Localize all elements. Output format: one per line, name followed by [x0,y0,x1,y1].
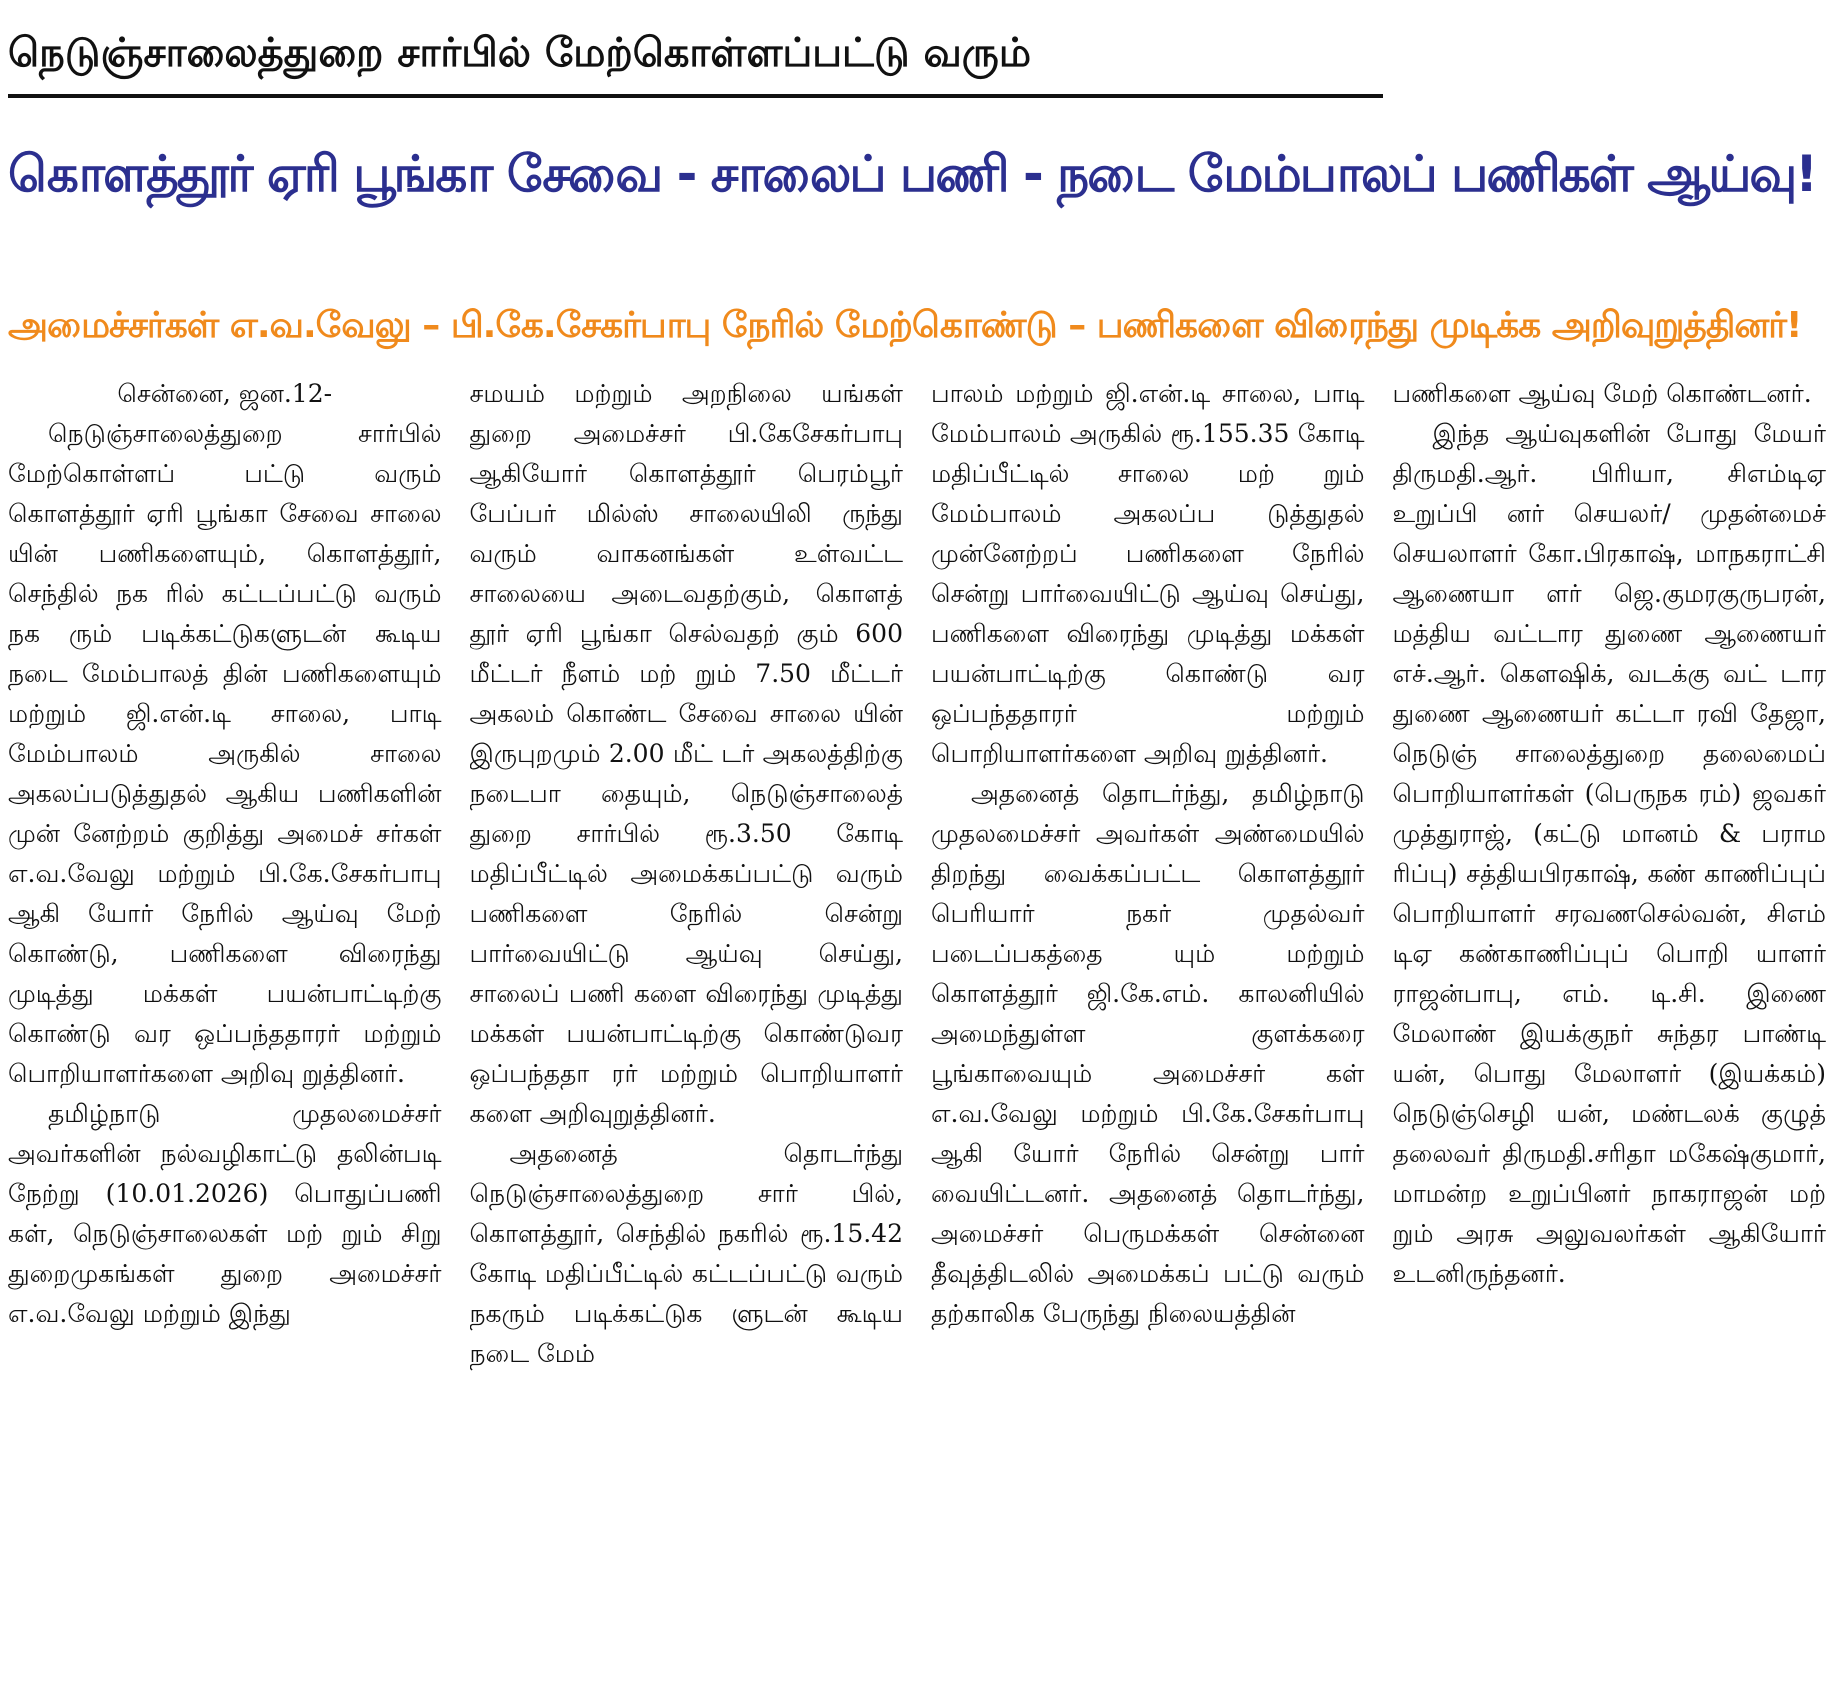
paragraph: நெடுஞ்சாலைத்துறை சார்பில் மேற்கொள்ளப் பட்டு வரும் கொளத்தூர் ஏரி பூங்கா சேவை சாலை யின் பணிகளையும், கொளத்தூர், செந்தில் நக ரில் கட்டப்பட்டு வரும் நக ரும் படிக்கட்டுகளுடன் கூடிய நடை மேம்பாலத் தின் பணிகளையும் மற்றும் ஜி.என்.டி சாலை, பாடி மேம்பாலம் அருகில் சாலை அகலப்படுத்துதல் ஆகிய பணிகளின் முன் னேற்றம் குறித்து அமைச் சர்கள் எ.வ.வேலு மற்றும் பி.கே.சேகர்பாபு ஆகி யோர் நேரில் ஆய்வு மேற் கொண்டு, பணிகளை விரைந்து முடித்து மக்கள் பயன்பாட்டிற்கு கொண்டு வர ஒப்பந்ததாரர் மற்றும் பொறியாளர்களை அறிவு றுத்தினர். [8,419,442,1088]
column-2 [470,374,904,1700]
dateline: சென்னை, ஜன.12- [117,379,333,408]
column-1 [8,374,442,1700]
article-body [8,374,1826,1700]
kicker-line: நெடுஞ்சாலைத்துறை சார்பில் மேற்கொள்ளப்பட்டு வரும் [8,14,1383,98]
paragraph: அதனைத் தொடர்ந்து, தமிழ்நாடு முதலமைச்சர் அவர்கள் அண்மையில் திறந்து வைக்கப்பட்ட கொளத்தூர் பெரியார் நகர் முதல்வர் படைப்பகத்தை யும் மற்றும் கொளத்தூர் ஜி.கே.எம். காலனியில் அமைந்துள்ள குளக்கரை பூங்காவையும் அமைச்சர் கள் எ.வ.வேலு மற்றும் பி.கே.சேகர்பாபு ஆகி யோர் நேரில் சென்று பார் வையிட்டனர். அதனைத் தொடர்ந்து, அமைச்சர் பெருமக்கள் சென்னை தீவுத்திடலில் அமைக்கப் பட்டு வரும் தற்காலிக பேருந்து நிலையத்தின் [931,779,1365,1328]
headline: கொளத்தூர் ஏரி பூங்கா சேவை - சாலைப் பணி - நடை மேம்பாலப் பணிகள் ஆய்வு! [8,145,1816,203]
column-4 [1393,374,1827,1700]
paragraph: தமிழ்நாடு முதலமைச்சர் அவர்களின் நல்வழிகாட்டு தலின்படி நேற்று (10.01.2026) பொதுப்பணி கள், நெடுஞ்சாலைகள் மற் றும் சிறு துறைமுகங்கள் துறை அமைச்சர் எ.வ.வேலு மற்றும் இந்து [8,1099,442,1328]
paragraph: பாலம் மற்றும் ஜி.என்.டி சாலை, பாடி மேம்பாலம் அருகில் ரூ.155.35 கோடி மதிப்பீட்டில் சாலை மற் றும் மேம்பாலம் அகலப்ப டுத்துதல் முன்னேற்றப் பணிகளை நேரில் சென்று பார்வையிட்டு ஆய்வு செய்து, பணிகளை விரைந்து முடித்து மக்கள் பயன்பாட்டிற்கு கொண்டு வர ஒப்பந்ததாரர் மற்றும் பொறியாளர்களை அறிவு றுத்தினர். [931,379,1365,768]
subheadline: அமைச்சர்கள் எ.வ.வேலு – பி.கே.சேகர்பாபு நேரில் மேற்கொண்டு – பணிகளை விரைந்து முடிக்க அறிவுறுத்தினர்! [8,305,1802,346]
paragraph: இந்த ஆய்வுகளின் போது மேயர் திருமதி.ஆர். பிரியா, சிஎம்டிஏ உறுப்பி னர் செயலர்/ முதன்மைச் செயலாளர் கோ.பிரகாஷ், மாநகராட்சி ஆணையா ளர் ஜெ.குமரகுருபரன், மத்திய வட்டார துணை ஆணையர் எச்.ஆர். கௌஷிக், வடக்கு வட் டார துணை ஆணையர் கட்டா ரவி தேஜா, நெடுஞ் சாலைத்துறை தலைமைப் பொறியாளர்கள் (பெருநக ரம்) ஜவகர் முத்துராஜ், (கட்டு மானம் & பராம ரிப்பு) சத்தியபிரகாஷ், கண் காணிப்புப் பொறியாளர் சரவணசெல்வன், சிஎம் டிஏ கண்காணிப்புப் பொறி யாளர் ராஜன்பாபு, எம். டி.சி. இணை மேலாண் இயக்குநர் சுந்தர பாண்டி யன், பொது மேலாளர் (இயக்கம்) நெடுஞ்செழி யன், மண்டலக் குழுத் தலைவர் திருமதி.சரிதா மகேஷ்குமார், மாமன்ற உறுப்பினர் நாகராஜன் மற் றும் அரசு அலுவலர்கள் ஆகியோர் உடனிருந்தனர். [1392,419,1826,1288]
paragraph: பணிகளை ஆய்வு மேற் கொண்டனர். [1392,379,1812,408]
paragraph: அதனைத் தொடர்ந்து நெடுஞ்சாலைத்துறை சார் பில், கொளத்தூர், செந்தில் நகரில் ரூ.15.42 கோடி மதிப்பீட்டில் கட்டப்பட்டு வரும் நகரும் படிக்கட்டுக ளுடன் கூடிய நடை மேம் [469,1139,903,1368]
paragraph: சமயம் மற்றும் அறநிலை யங்கள் துறை அமைச்சர் பி.கேசேகர்பாபு ஆகியோர் கொளத்தூர் பெரம்பூர் பேப்பர் மில்ஸ் சாலையிலி ருந்து வரும் வாகனங்கள் உள்வட்ட சாலையை அடைவதற்கும், கொளத் தூர் ஏரி பூங்கா செல்வதற் கும் 600 மீட்டர் நீளம் மற் றும் 7.50 மீட்டர் அகலம் கொண்ட சேவை சாலை யின் இருபுறமும் 2.00 மீட் டர் அகலத்திற்கு நடைபா தையும், நெடுஞ்சாலைத் துறை சார்பில் ரூ.3.50 கோடி மதிப்பீட்டில் அமைக்கப்பட்டு வரும் பணிகளை நேரில் சென்று பார்வையிட்டு ஆய்வு செய்து, சாலைப் பணி களை விரைந்து முடித்து மக்கள் பயன்பாட்டிற்கு கொண்டுவர ஒப்பந்ததா ரர் மற்றும் பொறியாளர் களை அறிவுறுத்தினர். [469,379,903,1128]
column-3 [931,374,1365,1700]
